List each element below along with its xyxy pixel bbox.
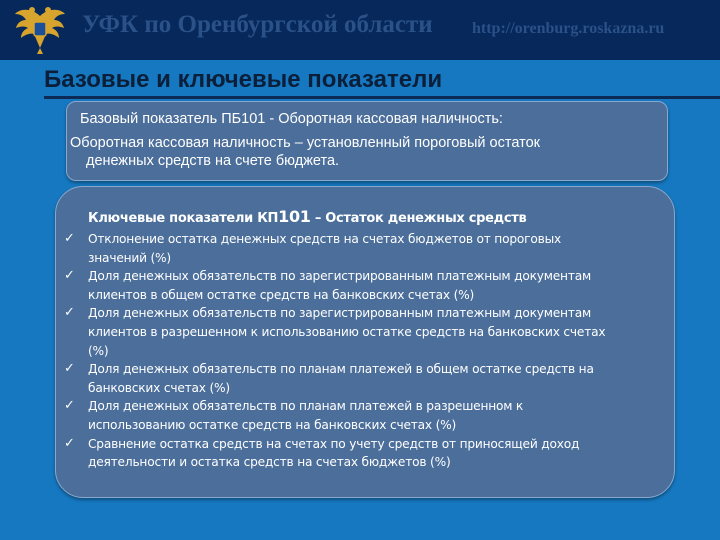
list-item: [60, 304, 620, 360]
list-item: [60, 230, 620, 267]
base-indicator-heading: Базовый показатель ПБ101 - Оборотная кассовая наличность:: [80, 111, 503, 127]
list-item: [60, 267, 620, 304]
base-indicator-description: [70, 134, 650, 170]
key-heading-number: 101: [278, 207, 311, 226]
list-item: [60, 397, 620, 434]
key-indicators-list: [60, 230, 620, 472]
list-item: [60, 360, 620, 397]
checkmark-icon: ✓: [64, 398, 75, 414]
base-indicator-description-line1: Оборотная кассовая наличность – установленный пороговый остаток: [70, 135, 540, 151]
site-url: http://orenburg.roskazna.ru: [472, 20, 665, 37]
list-item-text: Доля денежных обязательств по зарегистрированным платежным документам клиентов в общем остатке средств на банковских счетах (%): [88, 269, 591, 302]
key-heading-prefix: Ключевые показатели КП: [88, 211, 279, 226]
list-item-text: Доля денежных обязательств по зарегистрированным платежным документам клиентов в разрешенном к использованию остатке средств на банковских счетах (%): [88, 306, 606, 358]
header-bar: [0, 0, 720, 60]
eagle-emblem-icon: [12, 2, 68, 58]
checkmark-icon: ✓: [64, 268, 75, 284]
list-item-text: Сравнение остатка средств на счетах по учету средств от приносящей доход деятельности и остатка средств на счетах бюджетов (%): [88, 436, 580, 470]
title-divider: [44, 96, 720, 99]
checkmark-icon: ✓: [64, 361, 75, 377]
key-indicators-heading: [88, 207, 526, 226]
key-heading-suffix: – Остаток денежных средств: [310, 211, 527, 226]
org-title: УФК по Оренбургской области: [82, 11, 433, 38]
list-item-text: Отклонение остатка денежных средств на счетах бюджетов от пороговых значений (%): [88, 232, 562, 265]
checkmark-icon: ✓: [64, 435, 75, 451]
list-item: [60, 435, 620, 472]
base-indicator-description-line2: денежных средств на счете бюджета.: [86, 153, 340, 169]
checkmark-icon: ✓: [64, 231, 75, 246]
checkmark-icon: ✓: [64, 305, 75, 321]
list-item-text: Доля денежных обязательств по планам платежей в общем остатке средств на банковских счетах (%): [88, 362, 594, 395]
list-item-text: Доля денежных обязательств по планам платежей в разрешенном к использованию остатке средств на банковских счетах (%): [88, 399, 524, 432]
page-title: Базовые и ключевые показатели: [44, 66, 443, 93]
